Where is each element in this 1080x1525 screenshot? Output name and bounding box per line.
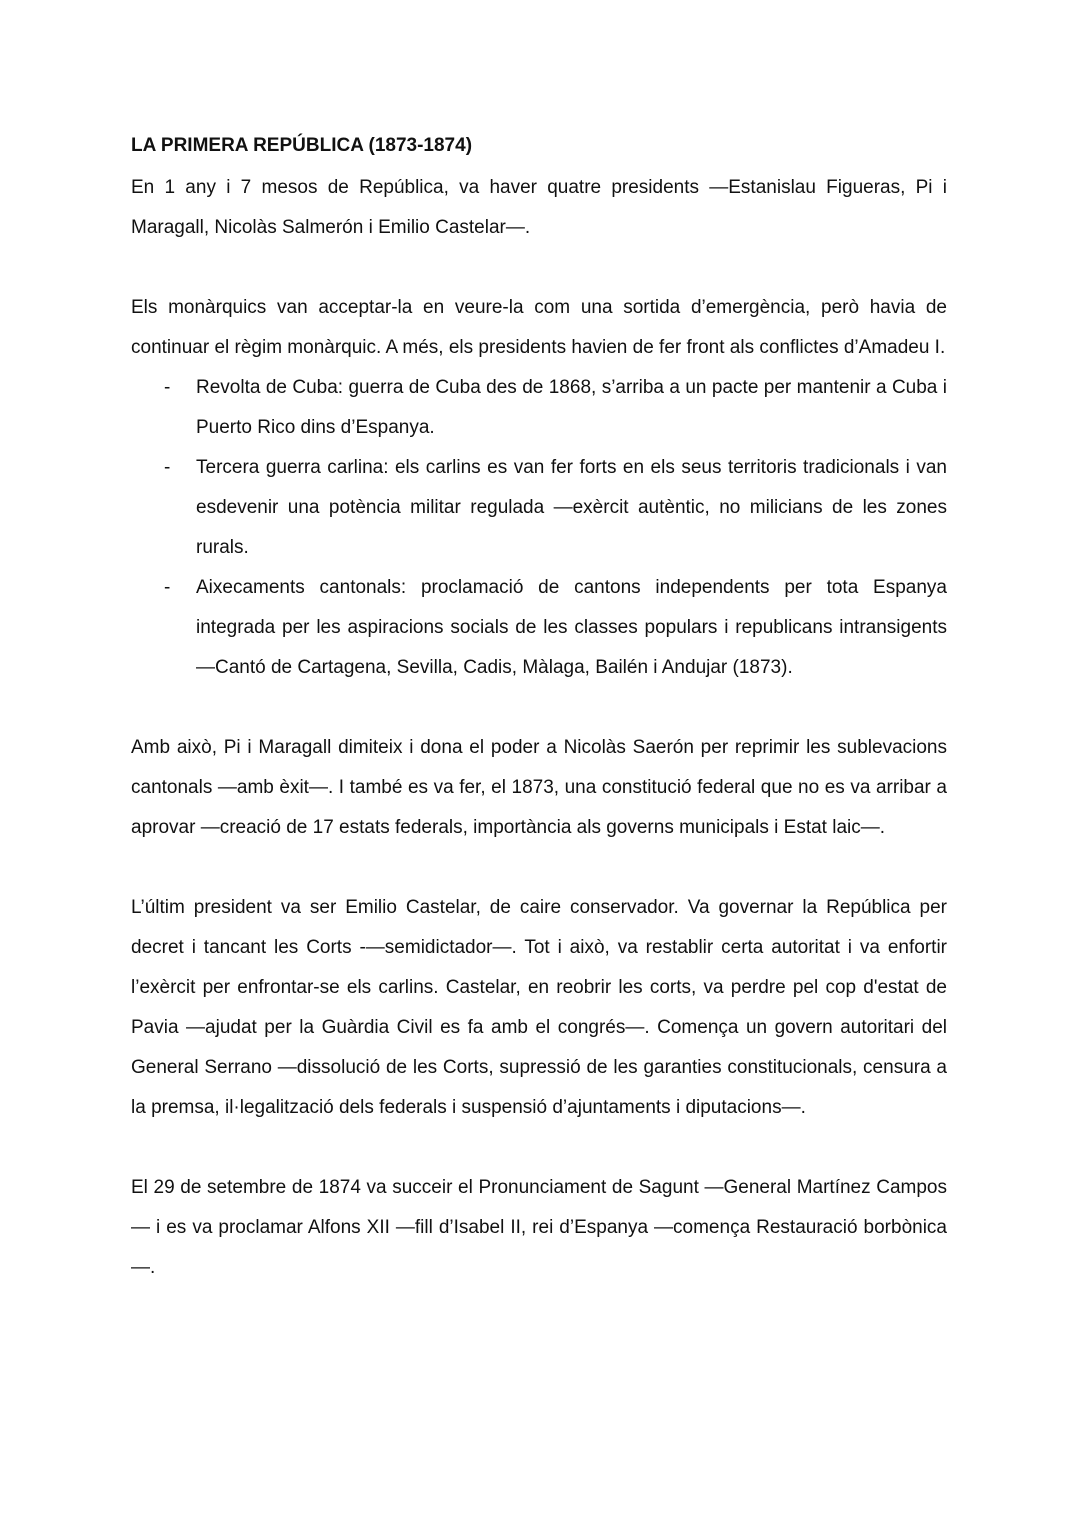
list-item-text: Tercera guerra carlina: els carlins es van fer forts en els seus territoris tradicionals i van esdevenir una potència militar regulada —exèrcit autèntic, no milicians de les zones rurals.	[196, 457, 947, 558]
paragraph-spacer	[131, 848, 947, 888]
dash-bullet: -	[164, 377, 171, 398]
paragraph-intro: En 1 any i 7 mesos de República, va haver quatre presidents —Estanislau Figueras, Pi i Maragall, Nicolàs Salmerón i Emilio Castelar—.	[131, 177, 947, 238]
list-item-text: Revolta de Cuba: guerra de Cuba des de 1868, s’arriba a un pacte per mantenir a Cuba i Puerto Rico dins d’Espanya.	[196, 377, 947, 438]
dash-bullet: -	[164, 457, 171, 478]
document-page	[131, 128, 947, 1288]
paragraph-sagunt: El 29 de setembre de 1874 va succeir el Pronunciament de Sagunt —General Martínez Campos— i es va proclamar Alfons XII —fill d’Isabel II, rei d’Espanya —comença Restauració borbònica—.	[131, 1177, 947, 1278]
paragraph-monarquics: Els monàrquics van acceptar-la en veure-la com una sortida d’emergència, però havia de continuar el règim monàrquic. A més, els presidents havien de fer front als conflictes d’Amadeu I.	[131, 297, 947, 358]
paragraph-spacer	[131, 688, 947, 728]
conflicts-list	[131, 368, 947, 688]
paragraph-spacer	[131, 248, 947, 288]
document-title: LA PRIMERA REPÚBLICA (1873-1874)	[131, 135, 473, 156]
dash-bullet: -	[164, 577, 171, 598]
paragraph-castelar: L’últim president va ser Emilio Castelar, de caire conservador. Va governar la República per decret i tancant les Corts -—semidictador—. Tot i això, va restablir certa autoritat i va enfortir l’exèrcit per enfrontar-se els carlins. Castelar, en reobrir les corts, va perdre pel cop d'estat de Pavia —ajudat per la Guàrdia Civil es fa amb el congrés—. Comença un govern autoritari del General Serrano —dissolució de les Corts, supressió de les garanties constitucionals, censura a la premsa, il·legalització dels federals i suspensió d’ajuntaments i diputacions—.	[131, 897, 947, 1118]
list-item-cuba	[131, 368, 947, 448]
list-item-text: Aixecaments cantonals: proclamació de cantons independents per tota Espanya integrada per les aspiracions socials de les classes populars i republicans intransigents —Cantó de Cartagena, Sevilla, Cadis, Màlaga, Bailén i Andujar (1873).	[196, 577, 947, 678]
paragraph-spacer	[131, 1128, 947, 1168]
paragraph-maragall: Amb això, Pi i Maragall dimiteix i dona el poder a Nicolàs Saerón per reprimir les sublevacions cantonals —amb èxit—. I també es va fer, el 1873, una constitució federal que no es va arribar a aprovar —creació de 17 estats federals, importància als governs municipals i Estat laic—.	[131, 737, 947, 838]
list-item-cantonals	[131, 568, 947, 688]
list-item-carlina	[131, 448, 947, 568]
